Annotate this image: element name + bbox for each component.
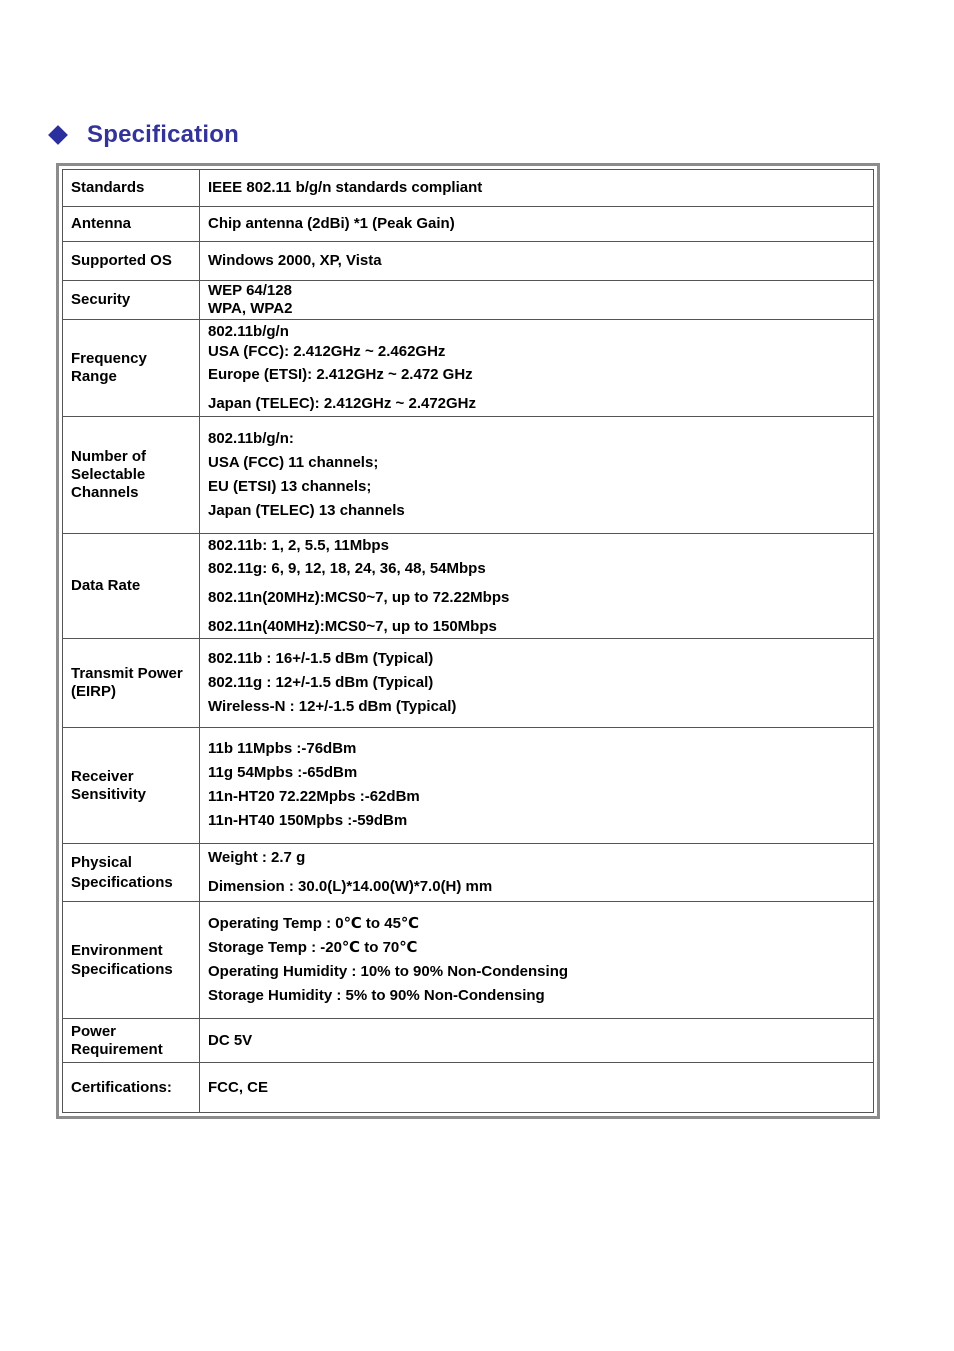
spec-label: Standards <box>63 170 200 207</box>
spec-value-line: WPA, WPA2 <box>208 300 293 317</box>
spec-table-frame <box>56 163 880 1119</box>
spec-value <box>200 639 874 728</box>
spec-value <box>200 417 874 534</box>
spec-label: Antenna <box>63 207 200 242</box>
spec-value-line: Storage Temp : -20℃ to 70℃ <box>208 938 418 956</box>
spec-label: Data Rate <box>63 534 200 639</box>
spec-label: Physical Specifications <box>63 844 200 902</box>
spec-value-line: USA (FCC): 2.412GHz ~ 2.462GHz <box>208 343 446 360</box>
spec-value-line: Japan (TELEC) 13 channels <box>208 501 405 519</box>
spec-value-line: 802.11b/g/n: <box>208 429 294 447</box>
spec-label: Receiver Sensitivity <box>63 728 200 844</box>
spec-label: Environment Specifications <box>63 902 200 1019</box>
spec-value-line: 802.11b/g/n <box>208 323 289 340</box>
spec-row-frequency-range <box>63 320 874 417</box>
spec-value <box>200 902 874 1019</box>
spec-value-line: Europe (ETSI): 2.412GHz ~ 2.472 GHz <box>208 366 473 383</box>
spec-value <box>200 242 874 281</box>
spec-label: Certifications: <box>63 1063 200 1113</box>
spec-value <box>200 1063 874 1113</box>
spec-row-power-requirement <box>63 1019 874 1063</box>
spec-value <box>200 281 874 320</box>
spec-value-line: Windows 2000, XP, Vista <box>208 252 382 269</box>
spec-value <box>200 844 874 902</box>
spec-row-security <box>63 281 874 320</box>
spec-value-line: Dimension : 30.0(L)*14.00(W)*7.0(H) mm <box>208 878 493 895</box>
spec-label: Power Requirement <box>63 1019 200 1063</box>
section-heading <box>48 118 239 152</box>
spec-value-line: Storage Humidity : 5% to 90% Non-Condensing <box>208 986 545 1004</box>
spec-label: Frequency Range <box>63 320 200 417</box>
spec-value <box>200 728 874 844</box>
spec-value-line: Operating Temp : 0℃ to 45℃ <box>208 914 420 932</box>
spec-value-line: 11g 54Mpbs :-65dBm <box>208 764 358 781</box>
spec-row-certifications <box>63 1063 874 1113</box>
spec-row-physical-specifications <box>63 844 874 902</box>
spec-value <box>200 207 874 242</box>
spec-value-line: Japan (TELEC): 2.412GHz ~ 2.472GHz <box>208 395 477 412</box>
spec-value <box>200 534 874 639</box>
spec-value-line: Weight : 2.7 g <box>208 849 306 866</box>
spec-value-line: 11b 11Mpbs :-76dBm <box>208 740 357 757</box>
diamond-bullet-icon <box>48 125 68 145</box>
spec-value-line: 802.11n(20MHz):MCS0~7, up to 72.22Mbps <box>208 588 510 606</box>
spec-label: Security <box>63 281 200 320</box>
spec-label: Transmit Power (EIRP) <box>63 639 200 728</box>
spec-value <box>200 1019 874 1063</box>
spec-value-line: DC 5V <box>208 1031 253 1049</box>
spec-value-line: 11n-HT40 150Mpbs :-59dBm <box>208 812 408 829</box>
spec-value-line: 802.11g: 6, 9, 12, 18, 24, 36, 48, 54Mbps <box>208 559 486 577</box>
page-title: Specification <box>87 121 239 148</box>
spec-value-line: WEP 64/128 <box>208 282 292 299</box>
spec-value-line: IEEE 802.11 b/g/n standards compliant <box>208 179 483 196</box>
spec-value-line: Wireless-N : 12+/-1.5 dBm (Typical) <box>208 697 457 715</box>
spec-label: Number of Selectable Channels <box>63 417 200 534</box>
spec-row-transmit-power <box>63 639 874 728</box>
spec-value <box>200 320 874 417</box>
spec-value-line: 802.11b: 1, 2, 5.5, 11Mbps <box>208 536 389 554</box>
spec-value-line: EU (ETSI) 13 channels; <box>208 477 372 495</box>
spec-row-data-rate <box>63 534 874 639</box>
spec-value-line: 11n-HT20 72.22Mpbs :-62dBm <box>208 788 420 805</box>
spec-row-selectable-channels <box>63 417 874 534</box>
spec-value-line: Chip antenna (2dBi) *1 (Peak Gain) <box>208 215 455 232</box>
spec-row-receiver-sensitivity <box>63 728 874 844</box>
spec-value-line: 802.11n(40MHz):MCS0~7, up to 150Mbps <box>208 617 497 635</box>
spec-row-environment-specifications <box>63 902 874 1019</box>
spec-value-line: USA (FCC) 11 channels; <box>208 453 379 471</box>
spec-label: Supported OS <box>63 242 200 281</box>
spec-value-line: Operating Humidity : 10% to 90% Non-Condensing <box>208 962 569 980</box>
spec-table <box>62 169 874 1113</box>
spec-value-line: 802.11b : 16+/-1.5 dBm (Typical) <box>208 649 434 667</box>
spec-value <box>200 170 874 207</box>
spec-row-standards <box>63 170 874 207</box>
spec-value-line: FCC, CE <box>208 1078 268 1096</box>
spec-value-line: 802.11g : 12+/-1.5 dBm (Typical) <box>208 673 434 691</box>
spec-row-supported-os <box>63 242 874 281</box>
spec-row-antenna <box>63 207 874 242</box>
